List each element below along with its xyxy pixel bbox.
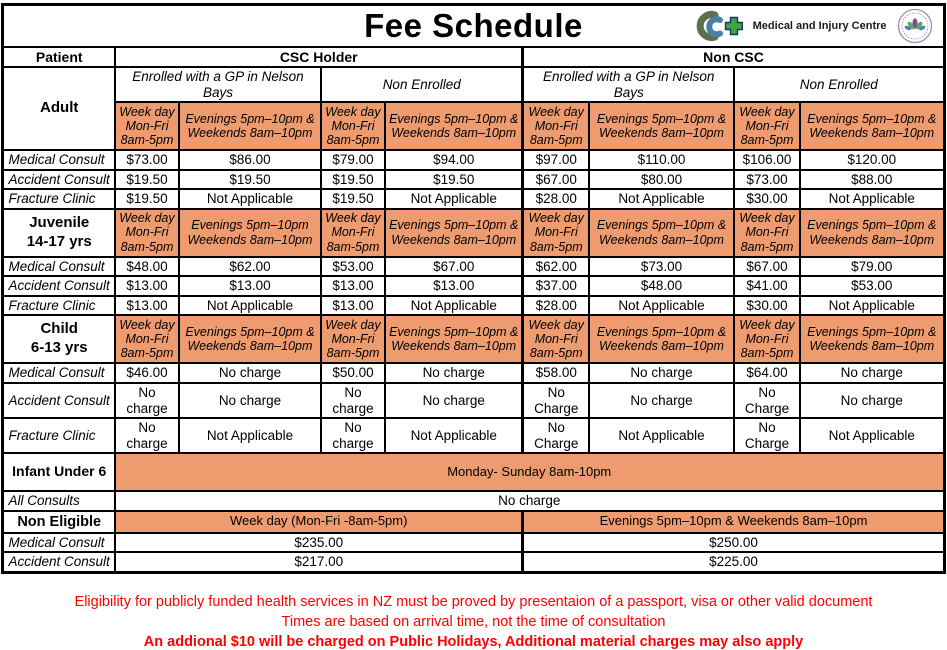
- fee-cell: $13.00: [115, 276, 179, 296]
- time-header: Week day Mon-Fri 8am-5pm: [523, 209, 589, 257]
- fee-cell: Not Applicable: [385, 418, 523, 453]
- row-label: Accident Consult: [3, 383, 115, 418]
- fee-cell: $53.00: [800, 276, 944, 296]
- section-name-infant: Infant Under 6: [3, 453, 115, 491]
- fee-cell: $67.00: [734, 257, 800, 277]
- infant-schedule-header: Monday- Sunday 8am-10pm: [115, 453, 944, 491]
- time-header: Evenings 5pm–10pm & Weekends 8am–10pm: [179, 315, 321, 363]
- time-header: Evenings 5pm–10pm & Weekends 8am–10pm: [385, 102, 523, 150]
- fee-cell: $19.50: [179, 170, 321, 190]
- fee-cell: $62.00: [523, 257, 589, 277]
- fee-cell: $225.00: [523, 552, 944, 572]
- non-csc-header: Non CSC: [523, 47, 944, 67]
- fee-cell: $250.00: [523, 533, 944, 553]
- fee-cell: $46.00: [115, 363, 179, 383]
- row-label: Fracture Clinic: [3, 296, 115, 316]
- fee-cell: No charge: [385, 363, 523, 383]
- time-header: Week day Mon-Fri 8am-5pm: [523, 102, 589, 150]
- clinic-logo-icon: [691, 10, 743, 42]
- fee-cell: Not Applicable: [179, 189, 321, 209]
- fee-cell: $73.00: [589, 257, 734, 277]
- fee-cell: Not Applicable: [589, 296, 734, 316]
- enrolled-header: Enrolled with a GP in Nelson Bays: [115, 67, 321, 102]
- time-header: Week day Mon-Fri 8am-5pm: [321, 102, 385, 150]
- fee-cell: $13.00: [321, 276, 385, 296]
- row-label: Fracture Clinic: [3, 189, 115, 209]
- note-public-holidays: An addional $10 will be charged on Public Holidays, Additional material charges may also apply: [143, 633, 804, 650]
- time-header: Week day Mon-Fri 8am-5pm: [321, 315, 385, 363]
- time-header: Week day Mon-Fri 8am-5pm: [115, 102, 179, 150]
- section-name-line2: 14-17 yrs: [26, 232, 92, 250]
- fee-cell: $79.00: [800, 257, 944, 277]
- accreditation-badge-icon: [897, 8, 933, 44]
- fee-cell: $94.00: [385, 150, 523, 170]
- fee-cell: $13.00: [115, 296, 179, 316]
- fee-cell: No charge: [589, 363, 734, 383]
- section-name-non-eligible: Non Eligible: [3, 511, 115, 533]
- section-name-line2: 6-13 yrs: [30, 339, 88, 357]
- fee-cell: $67.00: [523, 170, 589, 190]
- row-label: Accident Consult: [3, 170, 115, 190]
- time-header: Week day (Mon-Fri -8am-5pm): [115, 511, 523, 533]
- fee-cell: Not Applicable: [800, 189, 944, 209]
- fee-cell: $73.00: [734, 170, 800, 190]
- fee-cell: $48.00: [115, 257, 179, 277]
- patient-column-header: Patient: [3, 47, 115, 67]
- clinic-name: Medical and Injury Centre: [752, 19, 887, 32]
- row-label: Medical Consult: [3, 257, 115, 277]
- fee-cell: No Charge: [734, 418, 800, 453]
- fee-cell: Not Applicable: [800, 418, 944, 453]
- fee-cell: Not Applicable: [385, 189, 523, 209]
- fee-cell: No charge: [589, 383, 734, 418]
- time-header: Evenings 5pm–10pm & Weekends 8am–10pm: [800, 315, 944, 363]
- fee-cell: $58.00: [523, 363, 589, 383]
- fee-cell: $30.00: [734, 296, 800, 316]
- row-label: Accident Consult: [3, 552, 115, 572]
- fee-cell: No charge: [115, 383, 179, 418]
- fee-cell: No Charge: [523, 383, 589, 418]
- section-name-adult: Adult: [3, 67, 115, 150]
- fee-cell: $110.00: [589, 150, 734, 170]
- fee-cell: Not Applicable: [179, 296, 321, 316]
- fee-cell: Not Applicable: [179, 418, 321, 453]
- time-header: Evenings 5pm–10pm & Weekends 8am–10pm: [589, 102, 734, 150]
- row-label: Medical Consult: [3, 363, 115, 383]
- fee-cell: $217.00: [115, 552, 523, 572]
- fee-cell: $30.00: [734, 189, 800, 209]
- note-eligibility: Eligibility for publicly funded health services in NZ must be proved by presentaion of a passport, visa or other valid document: [74, 593, 873, 610]
- time-header: Week day Mon-Fri 8am-5pm: [734, 102, 800, 150]
- section-name-child: [3, 315, 115, 363]
- fee-cell: $62.00: [179, 257, 321, 277]
- time-header: Week day Mon-Fri 8am-5pm: [523, 315, 589, 363]
- fee-cell: No charge: [179, 383, 321, 418]
- note-times: Times are based on arrival time, not the time of consultation: [281, 613, 666, 630]
- row-label: Medical Consult: [3, 150, 115, 170]
- time-header: Evenings 5pm–10pm Weekends 8am–10pm: [179, 209, 321, 257]
- time-header: Evenings 5pm–10pm & Weekends 8am–10pm: [800, 102, 944, 150]
- fee-cell: $64.00: [734, 363, 800, 383]
- fee-cell: No Charge: [523, 418, 589, 453]
- time-header: Evenings 5pm–10pm & Weekends 8am–10pm: [800, 209, 944, 257]
- fee-cell: Not Applicable: [589, 189, 734, 209]
- fee-cell: $48.00: [589, 276, 734, 296]
- fee-cell: $80.00: [589, 170, 734, 190]
- fee-cell: Not Applicable: [800, 296, 944, 316]
- time-header: Evenings 5pm–10pm & Weekends 8am–10pm: [385, 315, 523, 363]
- fee-cell: $88.00: [800, 170, 944, 190]
- time-header: Week day Mon-Fri 8am-5pm: [734, 209, 800, 257]
- fee-cell: $28.00: [523, 296, 589, 316]
- fee-cell: $53.00: [321, 257, 385, 277]
- fee-cell: $19.50: [115, 189, 179, 209]
- fee-cell: $73.00: [115, 150, 179, 170]
- fee-cell: $120.00: [800, 150, 944, 170]
- fee-cell: $28.00: [523, 189, 589, 209]
- time-header: Week day Mon-Fri 8am-5pm: [321, 209, 385, 257]
- title-bar: [3, 5, 944, 47]
- time-header: Evenings 5pm–10pm & Weekends 8am–10pm: [589, 209, 734, 257]
- time-header: Evenings 5pm–10pm & Weekends 8am–10pm: [523, 511, 944, 533]
- fee-cell: No charge: [800, 383, 944, 418]
- fee-cell: $37.00: [523, 276, 589, 296]
- csc-holder-header: CSC Holder: [115, 47, 523, 67]
- footer-notes: [0, 594, 947, 650]
- fee-cell: $97.00: [523, 150, 589, 170]
- fee-cell: $19.50: [321, 189, 385, 209]
- section-name-line1: Juvenile: [29, 213, 90, 231]
- fee-cell: No charge: [321, 383, 385, 418]
- fee-cell: $235.00: [115, 533, 523, 553]
- fee-cell: $50.00: [321, 363, 385, 383]
- time-header: Evenings 5pm–10pm & Weekends 8am–10pm: [179, 102, 321, 150]
- time-header: Week day Mon-Fri 8am-5pm: [115, 209, 179, 257]
- non-enrolled-header: Non Enrolled: [734, 67, 944, 102]
- fee-cell: $106.00: [734, 150, 800, 170]
- fee-cell: $19.50: [321, 170, 385, 190]
- fee-cell: No charge: [115, 491, 944, 511]
- fee-cell: No charge: [800, 363, 944, 383]
- page-title: Fee Schedule: [364, 7, 583, 44]
- time-header: Evenings 5pm–10pm & Weekends 8am–10pm: [385, 209, 523, 257]
- enrolled-header: Enrolled with a GP in Nelson Bays: [523, 67, 734, 102]
- row-label: Accident Consult: [3, 276, 115, 296]
- fee-cell: $19.50: [115, 170, 179, 190]
- row-label: Fracture Clinic: [3, 418, 115, 453]
- fee-cell: Not Applicable: [589, 418, 734, 453]
- row-label: All Consults: [3, 491, 115, 511]
- fee-cell: $19.50: [385, 170, 523, 190]
- fee-cell: No charge: [385, 383, 523, 418]
- fee-cell: $13.00: [179, 276, 321, 296]
- time-header: Week day Mon-Fri 8am-5pm: [734, 315, 800, 363]
- fee-cell: $86.00: [179, 150, 321, 170]
- fee-cell: $79.00: [321, 150, 385, 170]
- fee-cell: Not Applicable: [385, 296, 523, 316]
- clinic-logo: [691, 8, 933, 44]
- time-header: Week day Mon-Fri 8am-5pm: [115, 315, 179, 363]
- section-name-line1: Child: [40, 320, 78, 338]
- non-enrolled-header: Non Enrolled: [321, 67, 523, 102]
- fee-cell: No charge: [115, 418, 179, 453]
- time-header: Evenings 5pm–10pm & Weekends 8am–10pm: [589, 315, 734, 363]
- row-label: Medical Consult: [3, 533, 115, 553]
- fee-schedule-table: [1, 3, 945, 574]
- fee-cell: No Charge: [734, 383, 800, 418]
- fee-cell: $13.00: [321, 296, 385, 316]
- fee-cell: No charge: [321, 418, 385, 453]
- fee-cell: No charge: [179, 363, 321, 383]
- section-name-juvenile: [3, 209, 115, 257]
- fee-cell: $67.00: [385, 257, 523, 277]
- fee-cell: $13.00: [385, 276, 523, 296]
- fee-cell: $41.00: [734, 276, 800, 296]
